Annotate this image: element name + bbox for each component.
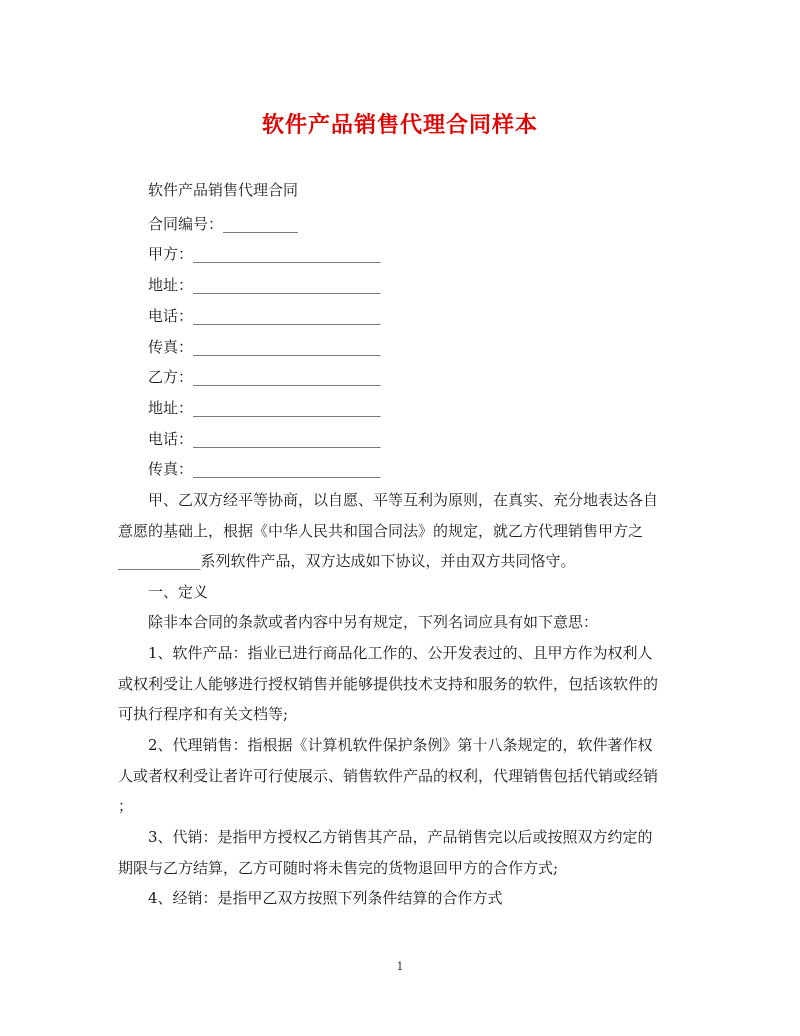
field-party-b-phone: 电话：_________________________ bbox=[148, 430, 381, 448]
field-party-b-fax: 传真：_________________________ bbox=[148, 460, 381, 478]
field-party-a-address: 地址：_________________________ bbox=[148, 276, 381, 294]
clause-line: 3、代销：是指甲方授权乙方销售其产品，产品销售完以后或按照双方约定的 bbox=[148, 828, 653, 846]
field-party-a: 甲方：_________________________ bbox=[148, 245, 381, 263]
clause-line: 1、软件产品：指业已进行商品化工作的、公开发表过的、且甲方作为权利人 bbox=[148, 644, 653, 662]
section-intro: 除非本合同的条款或者内容中另有规定，下列名词应具有如下意思： bbox=[148, 613, 599, 631]
field-contract-number: 合同编号：__________ bbox=[148, 215, 299, 233]
document-title: 软件产品销售代理合同样本 bbox=[261, 112, 538, 138]
field-party-a-fax: 传真：_________________________ bbox=[148, 338, 381, 356]
clause-line: 期限与乙方结算，乙方可随时将未售完的货物退回甲方的合作方式; bbox=[118, 859, 559, 877]
clause-line: 可执行程序和有关文档等; bbox=[118, 705, 289, 723]
contract-subtitle: 软件产品销售代理合同 bbox=[148, 181, 299, 199]
page-number: 1 bbox=[396, 960, 404, 973]
clause-line: 或权利受让人能够进行授权销售并能够提供技术支持和服务的软件，包括该软件的 bbox=[118, 675, 659, 693]
field-party-b: 乙方：_________________________ bbox=[148, 368, 381, 386]
clause-line: 人或者权利受让者许可行使展示、销售软件产品的权利，代理销售包括代销或经销 bbox=[118, 767, 659, 785]
preamble-line: 甲、乙双方经平等协商，以自愿、平等互利为原则，在真实、充分地表达各自 bbox=[148, 491, 659, 509]
field-party-a-phone: 电话：_________________________ bbox=[148, 307, 381, 325]
clause-line: 2、代理销售：指根据《计算机软件保护条例》第十八条规定的，软件著作权 bbox=[148, 736, 653, 754]
preamble-line: 意愿的基础上，根据《中华人民共和国合同法》的规定，就乙方代理销售甲方之 bbox=[118, 522, 644, 540]
clause-line: 4、经销：是指甲乙双方按照下列条件结算的合作方式 bbox=[148, 889, 503, 907]
section-heading: 一、定义 bbox=[148, 583, 209, 601]
preamble-line: ___________系列软件产品，双方达成如下协议，并由双方共同恪守。 bbox=[118, 552, 576, 570]
clause-line: ； bbox=[118, 797, 134, 815]
field-party-b-address: 地址：_________________________ bbox=[148, 399, 381, 417]
